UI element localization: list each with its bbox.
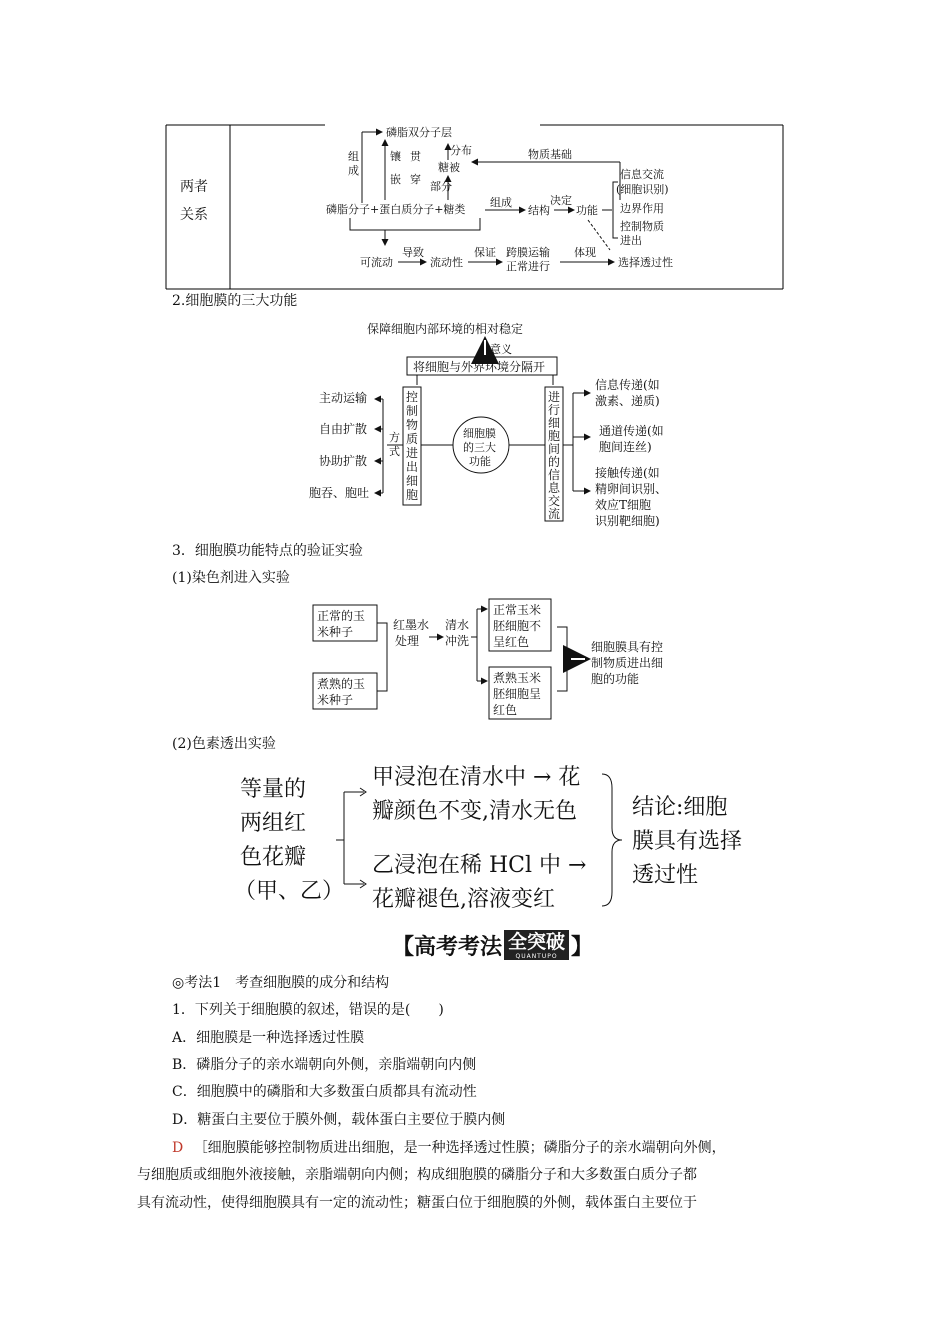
svg-text:红墨水: 红墨水 (393, 618, 430, 632)
subsection-1-heading: (1)染色剂进入实验 (172, 570, 290, 586)
cooked-result: 煮熟玉米 (493, 671, 542, 685)
svg-text:部分: 部分 (430, 180, 452, 193)
svg-text:米种子: 米种子 (317, 693, 354, 707)
svg-text:镶: 镶 (390, 150, 401, 163)
svg-text:出: 出 (406, 460, 419, 474)
svg-text:制: 制 (406, 404, 419, 418)
svg-text:进: 进 (406, 446, 419, 460)
active-transport: 主动运输 (319, 391, 368, 405)
explanation-line-1: D ［细胞膜能够控制物质进出细胞，是一种选择透过性膜；磷脂分子的亲水端朝向外侧， (172, 1140, 726, 1156)
svg-text:的三大: 的三大 (463, 441, 496, 454)
svg-text:交: 交 (548, 494, 561, 508)
normal-result: 正常玉米 (493, 603, 542, 617)
channel-transfer: 通道传递(如 (599, 424, 664, 438)
banner-right: 】 (571, 934, 594, 960)
experiment-b: 乙浸泡在稀 HCl 中 → (372, 853, 587, 878)
svg-text:保证: 保证 (474, 246, 496, 259)
svg-text:细: 细 (406, 474, 419, 488)
exchange-vertical-text (548, 389, 561, 521)
svg-text:识别靶细胞): 识别靶细胞) (595, 514, 660, 528)
svg-text:行: 行 (548, 403, 561, 417)
svg-text:胞: 胞 (548, 429, 561, 443)
free-diffusion: 自由扩散 (319, 422, 368, 436)
facilitated-diffusion: 协助扩散 (319, 454, 368, 468)
svg-text:色花瓣: 色花瓣 (240, 845, 307, 870)
contact-transfer: 接触传递(如 (595, 466, 660, 480)
svg-text:物质基础: 物质基础 (528, 148, 572, 161)
svg-text:穿: 穿 (410, 173, 421, 186)
svg-text:间: 间 (548, 442, 561, 456)
svg-text:式: 式 (389, 445, 400, 458)
svg-text:跨膜运输: 跨膜运输 (506, 246, 550, 259)
section-3-heading: 3．细胞膜功能特点的验证实验 (172, 543, 363, 559)
svg-text:胚细胞不: 胚细胞不 (493, 619, 542, 633)
svg-text:胞间连丝): 胞间连丝) (599, 440, 652, 454)
option-b: B．磷脂分子的亲水端朝向外侧，亲脂端朝向内侧 (172, 1057, 477, 1073)
svg-text:意义: 意义 (490, 343, 512, 356)
svg-text:胞: 胞 (406, 488, 419, 502)
svg-text:清水: 清水 (445, 618, 470, 632)
meaning-top: 保障细胞内部环境的相对稳定 (367, 322, 524, 336)
exam-method: ◎考法1 考查细胞膜的成分和结构 (172, 975, 390, 991)
svg-text:流动性: 流动性 (430, 256, 463, 269)
svg-text:透过性: 透过性 (632, 863, 699, 888)
center-label-1: 细胞膜 (463, 427, 496, 440)
svg-text:花瓣褪色,溶液变红: 花瓣褪色,溶液变红 (372, 887, 555, 912)
row-label-line-1: 两者 (180, 179, 208, 195)
banner-sub: QUANTUPO (515, 953, 558, 960)
svg-text:息: 息 (548, 481, 561, 495)
svg-text:进: 进 (548, 390, 561, 404)
endo-exocytosis: 胞吞、胞吐 (309, 486, 370, 500)
svg-text:信: 信 (548, 468, 561, 482)
svg-text:进出: 进出 (620, 234, 642, 247)
option-a: A．细胞膜是一种选择透过性膜 (172, 1030, 365, 1046)
svg-text:效应T细胞: 效应T细胞 (595, 498, 652, 512)
svg-text:正常进行: 正常进行 (506, 260, 550, 273)
components: 磷脂分子+蛋白质分子+糖类 (326, 203, 466, 216)
membrane-relationship-diagram (320, 120, 700, 280)
svg-text:组: 组 (348, 150, 359, 163)
svg-text:决定: 决定 (550, 194, 572, 207)
svg-text:控制物质: 控制物质 (620, 220, 664, 233)
svg-text:精卵间识别、: 精卵间识别、 (595, 482, 668, 496)
pigment-experiment-diagram (230, 758, 770, 918)
option-c: C．细胞膜中的磷脂和大多数蛋白质都具有流动性 (172, 1084, 477, 1100)
explanation-line-3: 具有流动性，使得细胞膜具有一定的流动性；糖蛋白位于细胞膜的外侧，载体蛋白主要位于 (137, 1195, 697, 1211)
svg-text:可流动: 可流动 (360, 256, 393, 269)
svg-text:膜具有选择: 膜具有选择 (632, 829, 743, 854)
cooked-seed: 煮熟的玉 (317, 677, 366, 691)
banner-highlight: 全突破 (508, 931, 566, 953)
option-d: D．糖蛋白主要位于膜外侧，载体蛋白主要位于膜内侧 (172, 1112, 506, 1128)
control-vertical-text (406, 389, 418, 502)
info-transfer: 信息传递(如 (595, 378, 660, 392)
conclusion-1: 细胞膜具有控 (591, 640, 664, 654)
svg-text:（甲、乙）: （甲、乙） (234, 879, 345, 904)
svg-text:红色: 红色 (493, 703, 518, 717)
svg-text:冲洗: 冲洗 (445, 634, 470, 648)
experiment-a: 甲浸泡在清水中 → 花 (372, 765, 581, 790)
phospholipid-bilayer: 磷脂双分子层 (386, 126, 452, 139)
row-label-line-2: 关系 (180, 207, 208, 223)
svg-text:嵌: 嵌 (390, 173, 401, 186)
svg-text:质: 质 (406, 432, 419, 446)
svg-text:流: 流 (548, 507, 561, 521)
svg-text:胞的功能: 胞的功能 (591, 672, 640, 686)
conclusion-2: 结论:细胞 (632, 795, 728, 820)
subsection-2-heading: (2)色素透出实验 (172, 736, 276, 752)
svg-text:贯: 贯 (410, 150, 421, 163)
svg-text:功能: 功能 (469, 455, 491, 468)
answer-letter: D (172, 1140, 184, 1156)
banner-left: 【高考考法 (392, 934, 503, 960)
svg-text:边界作用: 边界作用 (620, 202, 664, 215)
svg-text:胚细胞呈: 胚细胞呈 (493, 687, 542, 701)
svg-text:体现: 体现 (574, 246, 596, 259)
petals-line-1: 等量的 (240, 777, 307, 802)
svg-text:的: 的 (548, 455, 561, 469)
svg-text:处理: 处理 (395, 634, 420, 648)
svg-text:呈红色: 呈红色 (493, 635, 530, 649)
svg-text:米种子: 米种子 (317, 625, 354, 639)
three-functions-diagram (305, 315, 685, 535)
normal-seed: 正常的玉 (317, 609, 366, 623)
banner-highlight-box (504, 930, 569, 960)
svg-text:方: 方 (389, 431, 400, 444)
section-banner (392, 928, 593, 962)
svg-text:成: 成 (348, 164, 359, 177)
svg-text:糖被: 糖被 (438, 161, 460, 174)
svg-text:控: 控 (406, 390, 419, 404)
structure: 结构 (528, 204, 550, 217)
svg-text:选择透过性: 选择透过性 (618, 256, 673, 269)
svg-text:两组红: 两组红 (240, 811, 307, 836)
svg-text:激素、递质): 激素、递质) (595, 394, 660, 408)
section-2-heading: 2.细胞膜的三大功能 (172, 293, 298, 309)
svg-text:制物质进出细: 制物质进出细 (591, 656, 664, 670)
svg-text:导致: 导致 (402, 246, 424, 259)
function: 功能 (576, 204, 598, 217)
dye-experiment-diagram (305, 595, 685, 723)
question-1: 1．下列关于细胞膜的叙述，错误的是( ) (172, 1002, 444, 1018)
svg-text:瓣颜色不变,清水无色: 瓣颜色不变,清水无色 (372, 799, 577, 824)
explanation-line-2: 与细胞质或细胞外液接触，亲脂端朝向内侧；构成细胞膜的磷脂分子和大多数蛋白质分子都 (137, 1167, 697, 1183)
svg-text:(细胞识别): (细胞识别) (616, 183, 669, 196)
svg-text:组成: 组成 (490, 196, 512, 209)
svg-text:分布: 分布 (450, 144, 472, 157)
separate-box: 将细胞与外界环境分隔开 (413, 360, 546, 374)
svg-text:物: 物 (406, 418, 419, 432)
svg-text:信息交流: 信息交流 (620, 168, 664, 181)
svg-text:细: 细 (548, 416, 561, 430)
